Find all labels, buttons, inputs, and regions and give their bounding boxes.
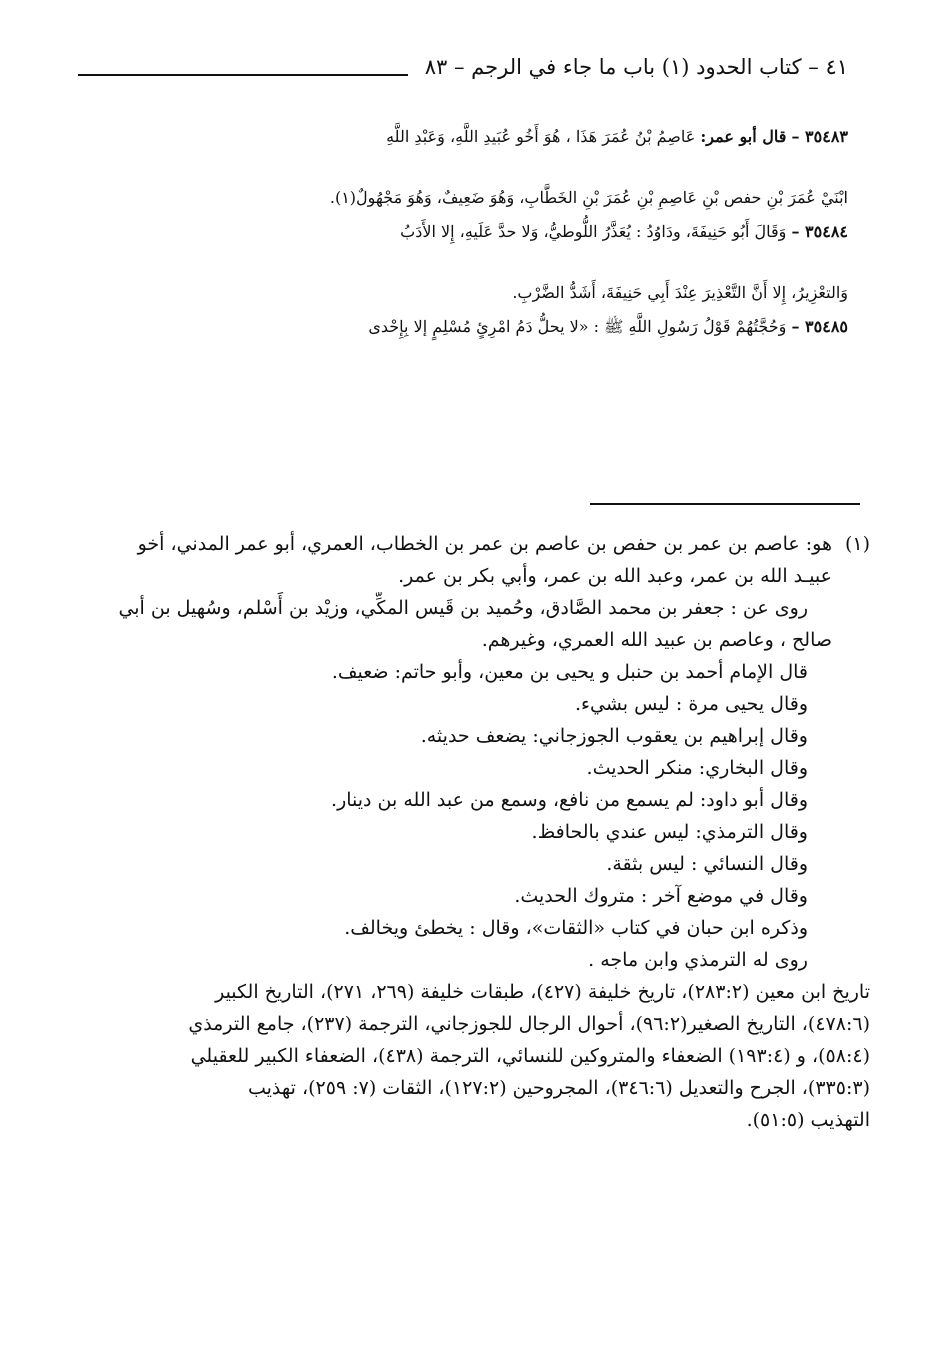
footnote-line: تاريخ ابن معين (٢٨٣:٢)، تاريخ خليفة (٤٢٧)، طبقات خليفة (٢٦٩، ٢٧١)، التاريخ الكبير [215, 981, 870, 1003]
footnote-line: وقال البخاري: منكر الحديث. [586, 757, 808, 779]
paragraph-35483 [78, 120, 848, 215]
paragraph-35485 [78, 310, 848, 344]
paragraph-text: وَقَالَ أَبُو حَنِيفَةَ، ودَاوُدُ : يُعَذَّرُ اللُّوطيُّ، وَلا حدَّ عَلَيهِ، إِلا الأَدَبُ [400, 222, 787, 241]
paragraph-line [78, 310, 848, 344]
paragraph-line [78, 215, 848, 249]
footnote-line: وقال الترمذي: ليس عندي بالحافظ. [531, 821, 808, 843]
footnotes [58, 528, 870, 1136]
footnote-line: (٣٣٥:٣)، الجرح والتعديل (٣٤٦:٦)، المجروحين (١٢٧:٢)، الثقات (٧: ٢٥٩)، تهذيب [247, 1077, 870, 1099]
running-header [78, 52, 848, 92]
footnote-text: هو: عاصم بن عمر بن حفص بن عاصم بن عمر بن الخطاب، العمري، أبو عمر المدني، أخو [137, 533, 832, 555]
footnote-marker: (١) [844, 533, 870, 555]
footnote-line: عبيـد الله بن عمر، وعبد الله بن عمر، وأبي بكر بن عمر. [398, 565, 832, 587]
footnote-line [58, 528, 870, 560]
main-text [78, 120, 848, 344]
paragraph-line: ابْنَيْ عُمَرَ بْنِ حفص بْنِ عَاصِمِ بْنِ عُمَرَ بْنِ الخَطَّابِ، وَهُوَ ضَعِيفٌ، وَهُوَ مَجْهُولٌ(١). [329, 188, 848, 207]
paragraph-35484 [78, 215, 848, 310]
footnote-line: (٥٨:٤)، و (١٩٣:٤) الضعفاء والمتروكين للنسائي، الترجمة (٤٣٨)، الضعفاء الكبير للعقيلي [190, 1045, 870, 1067]
footnote-line: وقال النسائي : ليس بثقة. [606, 853, 808, 875]
paragraph-number: ٣٥٤٨٥ – [791, 317, 848, 336]
footnote-line: وذكره ابن حبان في كتاب «الثقات»، وقال : يخطئ ويخالف. [344, 917, 808, 939]
footnote-line: (٤٧٨:٦)، التاريخ الصغير(٩٦:٢)، أحوال الرجال للجوزجاني، الترجمة (٢٣٧)، جامع الترمذي [188, 1013, 870, 1035]
footnote-line: التهذيب (٥١:٥). [746, 1109, 870, 1131]
paragraph-number: ٣٥٤٨٣ – [791, 127, 848, 146]
footnote-line: روى عن : جعفر بن محمد الصَّادق، وحُميد بن قَيس المكِّي، وزيْد بن أَسْلم، وسُهيل بن أبي [118, 597, 808, 619]
running-title: ٤١ – كتاب الحدود (١) باب ما جاء في الرجم – ٨٣ [424, 55, 848, 79]
paragraph-number: ٣٥٤٨٤ – [791, 222, 848, 241]
footnote-line: وقال يحيى مرة : ليس بشيء. [575, 693, 808, 715]
footnote-line: وقال أبو داود: لم يسمع من نافع، وسمع من عبد الله بن دينار. [331, 789, 808, 811]
paragraph-text: عَاصِمُ بْنُ عُمَرَ هَذَا ، هُوَ أَخُو عُبَيدِ اللَّهِ، وَعَبْدِ اللَّهِ [386, 127, 696, 146]
footnote-separator [590, 503, 860, 505]
footnote-line: قال الإمام أحمد بن حنبل و يحيى بن معين، وأبو حاتم: ضعيف. [331, 661, 808, 683]
paragraph-text: وَحُجَّتُهُمْ قَوْلُ رَسُولِ اللَّهِ ﷺ : «لا يحلُّ دَمُ امْرِئٍ مُسْلِمٍ إلا بِإِحْدى [368, 317, 787, 336]
paragraph-line: وَالتعْزِيرُ، إِلا أَنَّ التَّعْذِيرَ عِنْدَ أَبِي حَنِيفَةَ، أَشَدُّ الضَّرْبِ. [512, 283, 848, 302]
footnote-line: روى له الترمذي وابن ماجه . [588, 949, 808, 971]
footnote-line: وقال في موضع آخر : متروك الحديث. [514, 885, 808, 907]
header-rule [78, 74, 408, 76]
footnote-line: وقال إبراهيم بن يعقوب الجوزجاني: يضعف حديثه. [420, 725, 808, 747]
footnote-line: صالح ، وعاصم بن عبيد الله العمري، وغيرهم. [481, 629, 832, 651]
paragraph-line [78, 120, 848, 154]
speaker-keyword: قال أبو عمر: [700, 127, 787, 146]
